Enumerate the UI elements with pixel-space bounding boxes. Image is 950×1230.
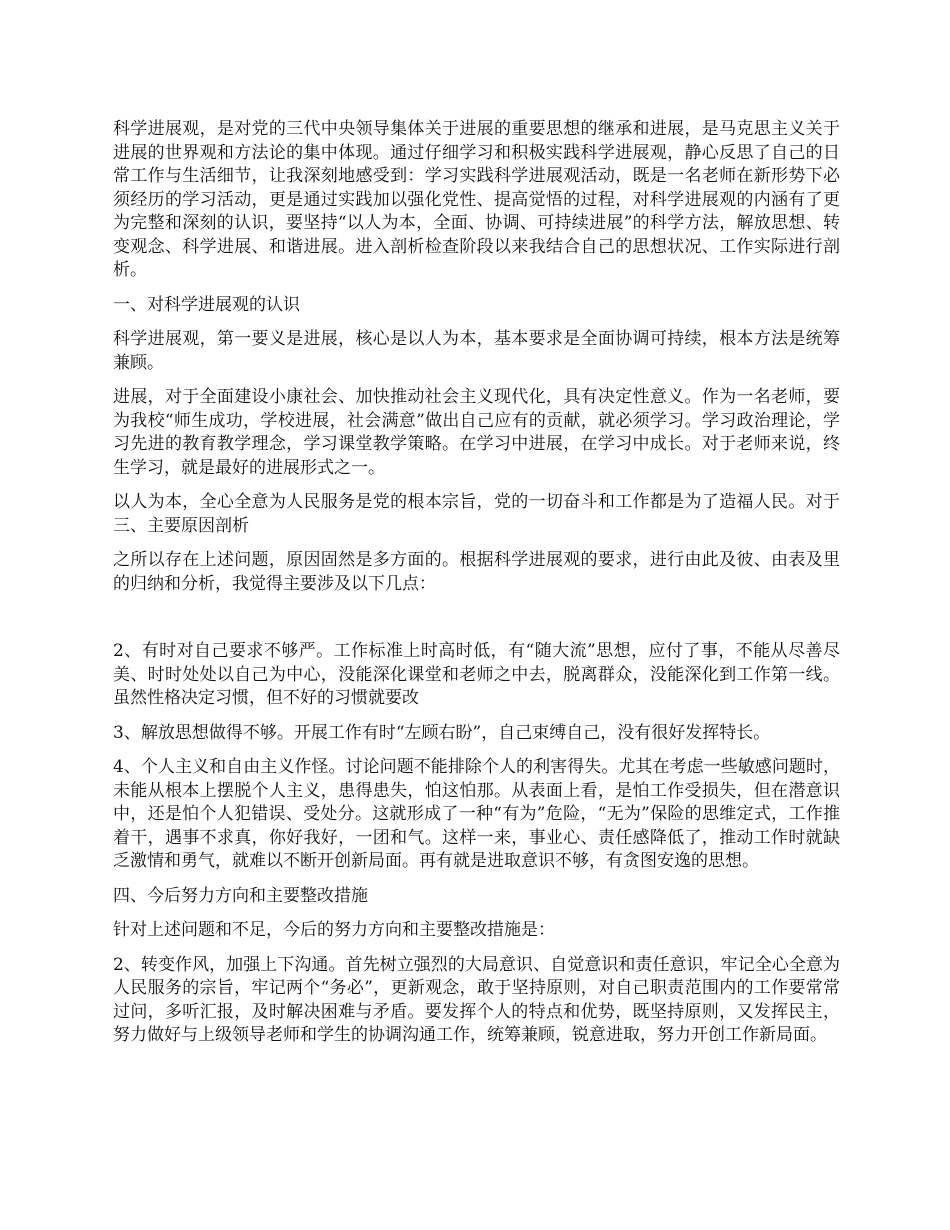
paragraph-causes: 之所以存在上述问题，原因固然是多方面的。根据科学进展观的要求，进行由此及彼、由表及里的归纳和分析，我觉得主要涉及以下几点： — [113, 550, 840, 594]
intro-paragraph: 科学进展观，是对党的三代中央领导集体关于进展的重要思想的继承和进展，是马克思主义关于进展的世界观和方法论的集中体现。通过仔细学习和积极实践科学进展观，静心反思了自己的日常工作与生活细节，让我深刻地感受到：学习实践科学进展观活动，既是一名老师在新形势下必须经历的学习活动，更是通过实践加以强化党性、提高觉悟的过程，对科学进展观的内涵有了更为完整和深刻的认识，要坚持“以人为本，全面、协调、可持续进展”的科学方法，解放思想、转变观念、科学进展、和谐进展。进入剖析检查阶段以来我结合自己的思想状况、工作实际进行剖析。 — [113, 119, 840, 280]
paragraph-people-oriented: 以人为本，全心全意为人民服务是党的根本宗旨，党的一切奋斗和工作都是为了造福人民。对于 三、主要原因剖析 — [113, 492, 840, 536]
list-item-2: 2、有时对自己要求不够严。工作标准上时高时低，有“随大流”思想，应付了事，不能从尽善尽美、时时处处以自己为中心，没能深化课堂和老师之中去，脱离群众，没能深化到工作第一线。虽然性格决定习惯，但不好的习惯就要改 — [113, 641, 840, 708]
section-heading-1: 一、对科学进展观的认识 — [113, 294, 300, 315]
list-item-3: 3、解放思想做得不够。开展工作有时“左顾右盼”，自己束缚自己，没有很好发挥特长。 — [113, 722, 771, 743]
blank-gap — [113, 607, 840, 640]
paragraph-measures-intro: 针对上述问题和不足，今后的努力方向和主要整改措施是： — [113, 920, 555, 940]
section-heading-4: 四、今后努力方向和主要整改措施 — [113, 885, 368, 906]
document-body — [113, 118, 840, 1059]
list-item-4: 4、个人主义和自由主义作怪。讨论问题不能排除个人的利害得失。尤其在考虑一些敏感问题时，未能从根本上摆脱个人主义，患得患失，怕这怕那。从表面上看，是怕工作受损失，但在潜意识中，还是怕个人犯错误、受处分。这就形成了一种“有为”危险，“无为”保险的思维定式，工作推着干，遇事不求真，你好我好，一团和气。这样一来，事业心、责任感降低了，推动工作时就缺乏激情和勇气，就难以不断开创新局面。再有就是进取意识不够，有贪图安逸的思想。 — [113, 757, 840, 871]
paragraph-core-meaning: 科学进展观，第一要义是进展，核心是以人为本，基本要求是全面协调可持续，根本方法是统筹兼顾。 — [113, 329, 840, 373]
measure-item-2: 2、转变作风，加强上下沟通。首先树立强烈的大局意识、自觉意识和责任意识，牢记全心全意为人民服务的宗旨，牢记两个“务必”，更新观念，敢于坚持原则，对自己职责范围内的工作要常常过问，多听汇报，及时解决困难与矛盾。要发挥个人的特点和优势，既坚持原则，又发挥民主，努力做好与上级领导老师和学生的协调沟通工作，统筹兼顾，锐意进取，努力开创工作新局面。 — [113, 954, 840, 1045]
paragraph-development: 进展，对于全面建设小康社会、加快推动社会主义现代化，具有决定性意义。作为一名老师，要为我校“师生成功，学校进展，社会满意”做出自己应有的贡献，就必须学习。学习政治理论，学习先进的教育教学理念，学习课堂教学策略。在学习中进展，在学习中成长。对于老师来说，终生学习，就是最好的进展形式之一。 — [113, 387, 840, 478]
